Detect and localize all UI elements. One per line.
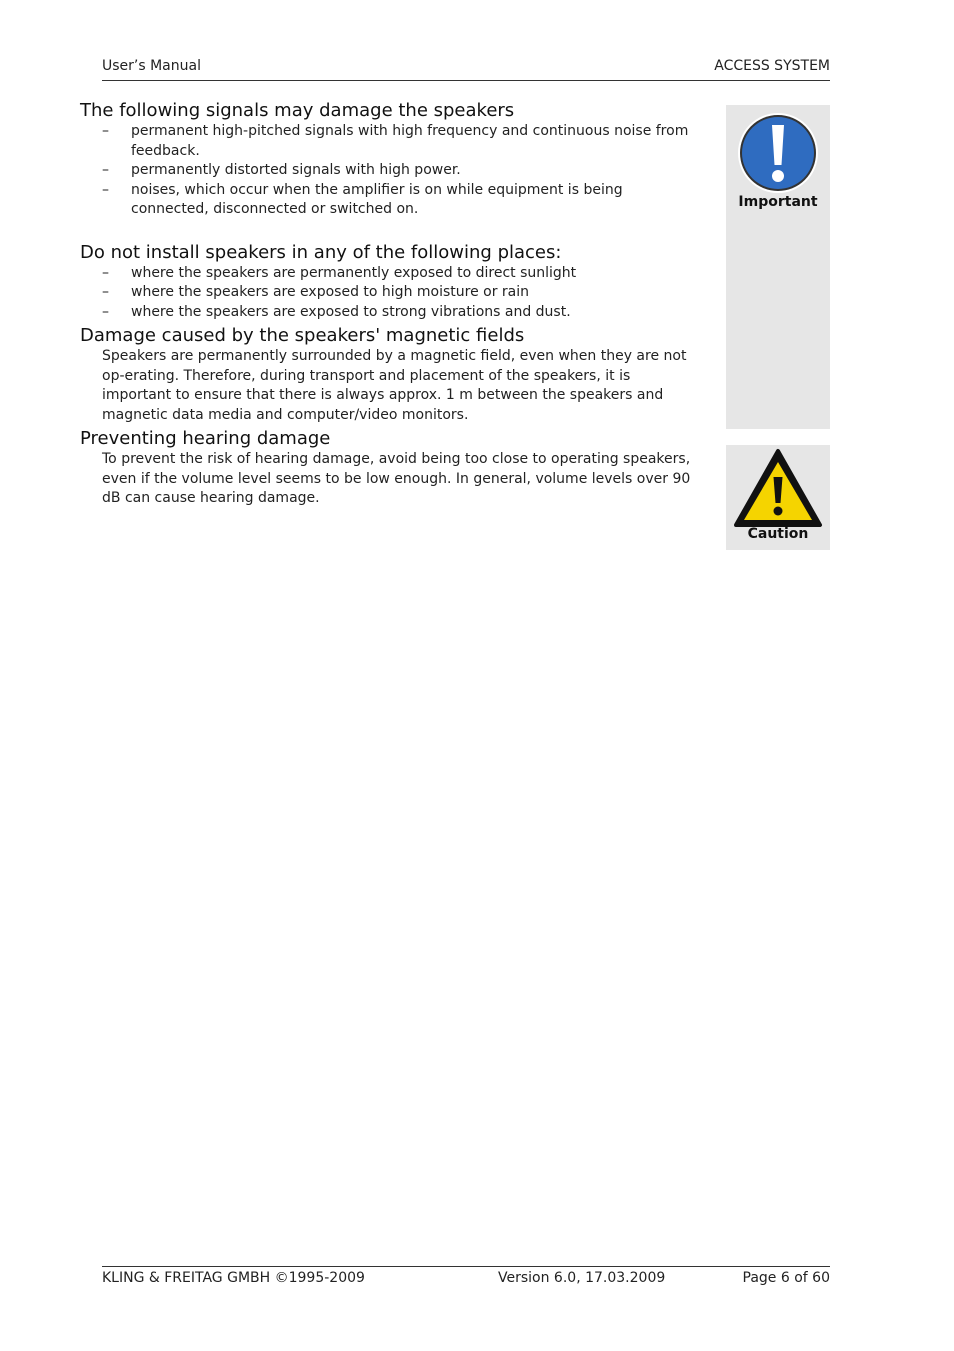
footer-copyright: KLING & FREITAG GMBH ©1995-2009 xyxy=(102,1270,365,1286)
footer-page-number: Page 6 of 60 xyxy=(742,1270,830,1286)
install-places-list xyxy=(80,264,700,323)
footer-divider xyxy=(102,1266,830,1267)
header-product-name: ACCESS SYSTEM xyxy=(714,58,830,74)
spacer xyxy=(80,220,700,242)
important-notice-panel xyxy=(726,105,830,429)
list-item: – noises, which occur when the amplifier is on while equipment is being connected, disconnected or switched on. xyxy=(80,181,700,220)
damaging-signals-list xyxy=(80,122,700,220)
list-item: – permanent high-pitched signals with high frequency and continuous noise from feedback. xyxy=(80,122,700,161)
section-heading-install-places: Do not install speakers in any of the following places: xyxy=(80,241,562,263)
header-document-title: User’s Manual xyxy=(102,58,201,74)
important-label: Important xyxy=(738,194,818,210)
exclamation-circle-icon xyxy=(726,105,830,205)
caution-notice-panel xyxy=(726,445,830,550)
hearing-damage-paragraph: To prevent the risk of hearing damage, avoid being too close to operating speakers, even if the volume level seems to be low enough. In general, volume levels over 90 dB can cause hearing damage. xyxy=(102,451,691,506)
list-item: – permanently distorted signals with high power. xyxy=(80,161,700,181)
caution-label: Caution xyxy=(747,526,809,542)
list-item: – where the speakers are exposed to high moisture or rain xyxy=(80,283,700,303)
footer-version: Version 6.0, 17.03.2009 xyxy=(498,1270,666,1286)
page-content xyxy=(80,100,700,509)
section-heading-magnetic-fields: Damage caused by the speakers' magnetic fields xyxy=(80,325,525,346)
section-heading-damaging-signals: The following signals may damage the speakers xyxy=(80,100,515,121)
warning-triangle-icon xyxy=(726,445,830,529)
list-item: – where the speakers are exposed to strong vibrations and dust. xyxy=(80,303,700,323)
header-divider xyxy=(102,80,830,81)
list-item: – where the speakers are permanently exposed to direct sunlight xyxy=(80,264,700,284)
magnetic-fields-paragraph: Speakers are permanently surrounded by a magnetic field, even when they are not op-erating. Therefore, during transport and placement of the speakers, it is important to ensure that there is always approx. 1 m between the speakers and magnetic data media and computer/video monitors. xyxy=(102,348,687,423)
section-heading-hearing-damage: Preventing hearing damage xyxy=(80,428,331,449)
